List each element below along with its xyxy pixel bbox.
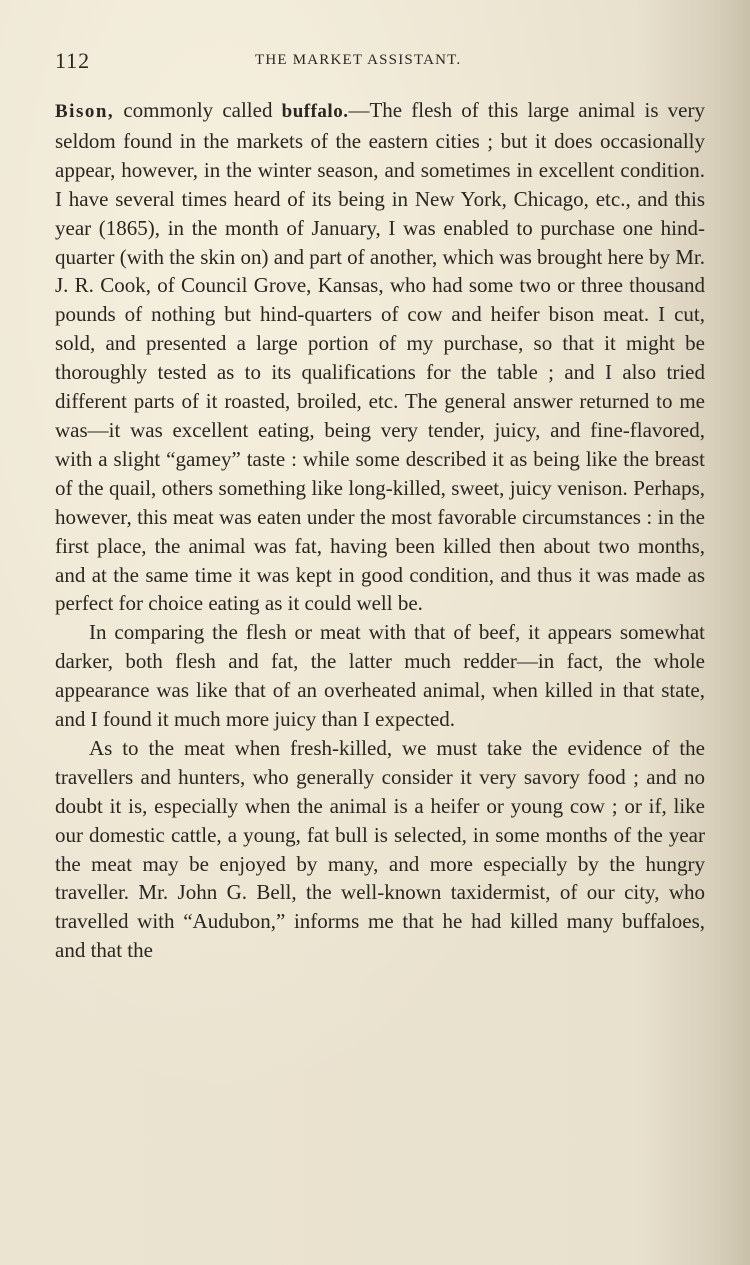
paragraph-fresh-killed: As to the meat when fresh-killed, we must take the evidence of the travellers and hunters, who generally consider it very savory food ; and no doubt it is, especially when the animal is a heifer or young cow ; or if, like our domestic cattle, a young, fat bull is selected, in some months of the year the meat may be enjoyed by many, and more especially by the hungry traveller. Mr. John G. Bell, the well-known taxidermist, of our city, who travelled with “Audubon,” informs me that he had killed many buffaloes, and that the	[55, 735, 705, 963]
paragraph-bison-connector: commonly called	[114, 98, 282, 122]
page-number: 112	[55, 48, 91, 73]
page-header	[55, 48, 705, 78]
term-bison: Bison,	[55, 101, 115, 122]
paragraph-bison	[55, 96, 705, 618]
paragraph-comparison: In comparing the flesh or meat with that of beef, it appears somewhat darker, both flesh and fat, the latter much redder—in fact, the whole appearance was like that of an overheated animal, when killed in that state, and I found it much more juicy than I expected.	[55, 620, 705, 732]
running-head: THE MARKET ASSISTANT.	[255, 52, 462, 68]
body-text	[55, 96, 705, 965]
term-buffalo: buffalo.	[281, 101, 349, 122]
paragraph-bison-text: —The flesh of this large animal is very seldom found in the markets of the eastern cities ; but it does occasionally appear, however, in the winter season, and sometimes in excellent condition. I have several times heard of its being in New York, Chicago, etc., and this year (1865), in the month of January, I was enabled to purchase one hind-quarter (with the skin on) and part of another, which was brought here by Mr. J. R. Cook, of Council Grove, Kansas, who had some two or three thousand pounds of nothing but hind-quarters of cow and heifer bison meat. I cut, sold, and presented a large portion of my purchase, so that it might be thoroughly tested as to its qualifications for the table ; and I also tried different parts of it roasted, broiled, etc. The general answer returned to me was—it was excellent eating, being very tender, juicy, and fine-flavored, with a slight “gamey” taste : while some described it as being like the breast of the quail, others something like long-killed, sweet, juicy venison. Perhaps, however, this meat was eaten under the most favorable circumstances : in the first place, the animal was fat, having been killed then about two months, and at the same time it was kept in good condition, and thus it was made as perfect for choice eating as it could well be.	[55, 98, 705, 616]
